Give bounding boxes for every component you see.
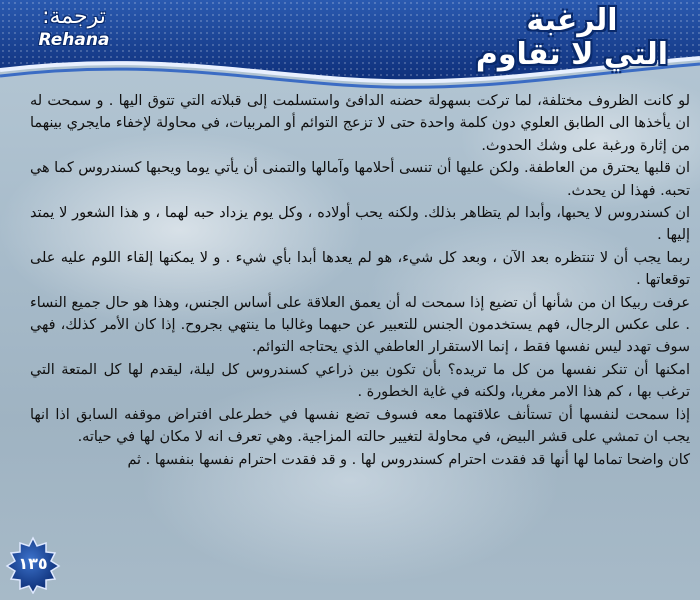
title-line-1: الرغبة bbox=[526, 3, 618, 38]
paragraph: إذا سمحت لنفسها أن تستأنف علاقتهما معه فسوف تضع نفسها في خطرعلى افتراض موقفه السابق اذا انها يجب ان تمشي على قشر البيض، في محاولة لتغيير حالته المزاجية. وهي تعرف انه لا مكان لها في حياته. bbox=[30, 406, 690, 446]
page-number: ١٣٥ bbox=[18, 554, 48, 573]
translator-name: Rehana bbox=[38, 30, 110, 50]
paragraph: لو كانت الظروف مختلفة، لما تركت بسهولة حضنه الدافئ واستسلمت إلى قبلاته التي تتوق اليها . و سمحت له ان يأخذها الى الطابق العلوي دون كلمة واحدة حتى لا تزعج التوائم أو المربيات، في محاولة لإخفاء مايجري بينهما من إثارة ورغبة على وشك الحدوث. bbox=[30, 93, 690, 154]
paragraph: عرفت ربيكا ان من شأنها أن تضيع إذا سمحت له أن يعمق العلاقة على أساس الجنس، وهذا هو حال جميع النساء . على عكس الرجال، فهم يستخدمون الجنس للتعبير عن حبهما وغالبا ما ينتهي بجروح. إذا كان الأمر كذلك، فهي سوف تهدد ليس نفسها فقط ، إنما الاستقرار العاطفي الذي يحتاجه التوائم. bbox=[30, 294, 690, 356]
book-title bbox=[462, 4, 682, 72]
translator-credit bbox=[14, 4, 134, 50]
body-text bbox=[30, 90, 690, 590]
paragraph: امكنها أن تنكر نفسها من كل ما تريده؟ بأن تكون بين ذراعي كسندروس كل ليلة، ليقدم لها كل المتعة التي ترغب بها ، كم هذا الامر مغريا، ولكنه في غاية الخطورة . bbox=[30, 361, 690, 401]
paragraph: ان كسندروس لا يحبها، وأبدا لم يتظاهر بذلك. ولكنه يحب أولاده ، وكل يوم يزداد حبه لهما ، و هذا الشعور لا يمتد إليها . bbox=[30, 205, 690, 244]
paragraph: ان قلبها يحترق من العاطفة. ولكن عليها أن تنسى أحلامها وآمالها والتمنى أن يأتي يوما ويحبها كسندروس كما هي تحبه. فهذا لن يحدث. bbox=[29, 160, 690, 199]
paragraph: ربما يجب أن لا تنتظره بعد الآن ، وبعد كل شيء، هو لم يعدها أبدا بأي شيء . و لا يمكنها إلقاء اللوم عليه على توقعاتها . bbox=[30, 249, 690, 289]
paragraph: كان واضحا تماما لها أنها قد فقدت احترام كسندروس لها . و قد فقدت احترام نفسها بنفسها . ثم bbox=[127, 451, 690, 468]
title-line-2: التي لا تقاوم bbox=[475, 37, 669, 72]
translation-label: ترجمة: bbox=[42, 4, 106, 29]
